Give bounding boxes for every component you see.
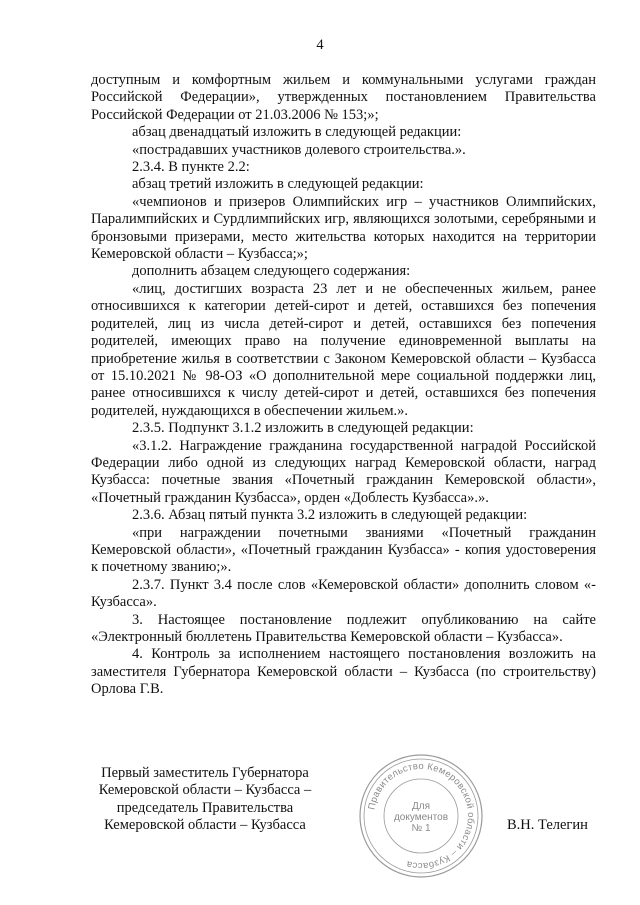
paragraph: «лиц, достигших возраста 23 лет и не обеспеченных жильем, ранее относившихся к категории детей-сирот и детей, оставшихся без попечения родителей, лиц из числа детей-сирот и детей, оставшихся без попечения родителей, имеющих право на получение единовременной выплаты на приобретение жилья в соответствии с Законом Кемеровской области – Кузбасса от 15.10.2021 № 98-ОЗ «О дополнительной мере социальной поддержки лиц, ранее относившихся к числу детей-сирот и детей, оставшихся без попечения родителей, нуждающихся в обеспечении жильем.». bbox=[91, 280, 596, 419]
paragraph: «при награждении почетными званиями «Почетный гражданин Кемеровской области», «Почетный гражданин Кузбасса» - копия удостоверения к почетному званию;». bbox=[91, 524, 596, 576]
stamp-center-line: документов bbox=[393, 812, 449, 823]
stamp-center-line: Для bbox=[411, 801, 431, 812]
paragraph: абзац двенадцатый изложить в следующей редакции: bbox=[132, 124, 462, 141]
paragraph: «3.1.2. Награждение гражданина государственной наградой Российской Федерации либо одной из следующих наград Кемеровской области, наград Кузбасса: почетные звания «Почетный гражданин Кемеровской области», «Почетный гражданин Кузбасса», орден «Доблесть Кузбасса».». bbox=[91, 437, 596, 506]
stamp-center-line: № 1 bbox=[411, 823, 431, 834]
signatory-position-line: Кемеровской области – Кузбасса bbox=[104, 817, 306, 834]
signatory-position bbox=[80, 765, 330, 835]
signatory-position-line: председатель Правительства bbox=[116, 799, 294, 816]
paragraph: 2.3.4. В пункте 2.2: bbox=[132, 159, 250, 176]
paragraph: дополнить абзацем следующего содержания: bbox=[132, 263, 411, 280]
paragraph: доступным и комфортным жильем и коммунальными услугами граждан Российской Федерации», утвержденных постановлением Правительства Российской Федерации от 21.03.2006 № 153;»; bbox=[91, 72, 596, 123]
paragraph: 4. Контроль за исполнением настоящего постановления возложить на заместителя Губернатора Кемеровской области – Кузбасса (по строительству) Орлова Г.В. bbox=[91, 646, 596, 698]
paragraph: «чемпионов и призеров Олимпийских игр – участников Олимпийских, Паралимпийских и Сурдлимпийских игр, являющихся золотыми, серебряными и бронзовыми призерами, место жительства которых находится на территории Кемеровской области – Кузбасса;»; bbox=[91, 193, 596, 263]
signatory-name: В.Н. Телегин bbox=[507, 817, 588, 833]
official-stamp bbox=[357, 752, 485, 880]
paragraph: «пострадавших участников долевого строительства.». bbox=[132, 141, 466, 158]
page-number: 4 bbox=[316, 37, 324, 53]
paragraph: абзац третий изложить в следующей редакции: bbox=[132, 176, 424, 193]
signatory-position-line: Первый заместитель Губернатора bbox=[101, 765, 309, 781]
paragraph: 2.3.7. Пункт 3.4 после слов «Кемеровской области» дополнить словом «- Кузбасса». bbox=[91, 576, 596, 611]
signatory-position-line: Кемеровской области – Кузбасса – bbox=[98, 782, 312, 799]
stamp-ring-text: Правительство Кемеровской области – Кузбасса bbox=[366, 760, 477, 872]
document-body bbox=[91, 72, 596, 699]
paragraph: 3. Настоящее постановление подлежит опубликованию на сайте «Электронный бюллетень Правительства Кемеровской области – Кузбасса». bbox=[91, 611, 596, 645]
paragraph: 2.3.5. Подпункт 3.1.2 изложить в следующей редакции: bbox=[132, 420, 474, 437]
paragraph: 2.3.6. Абзац пятый пункта 3.2 изложить в следующей редакции: bbox=[132, 507, 528, 524]
